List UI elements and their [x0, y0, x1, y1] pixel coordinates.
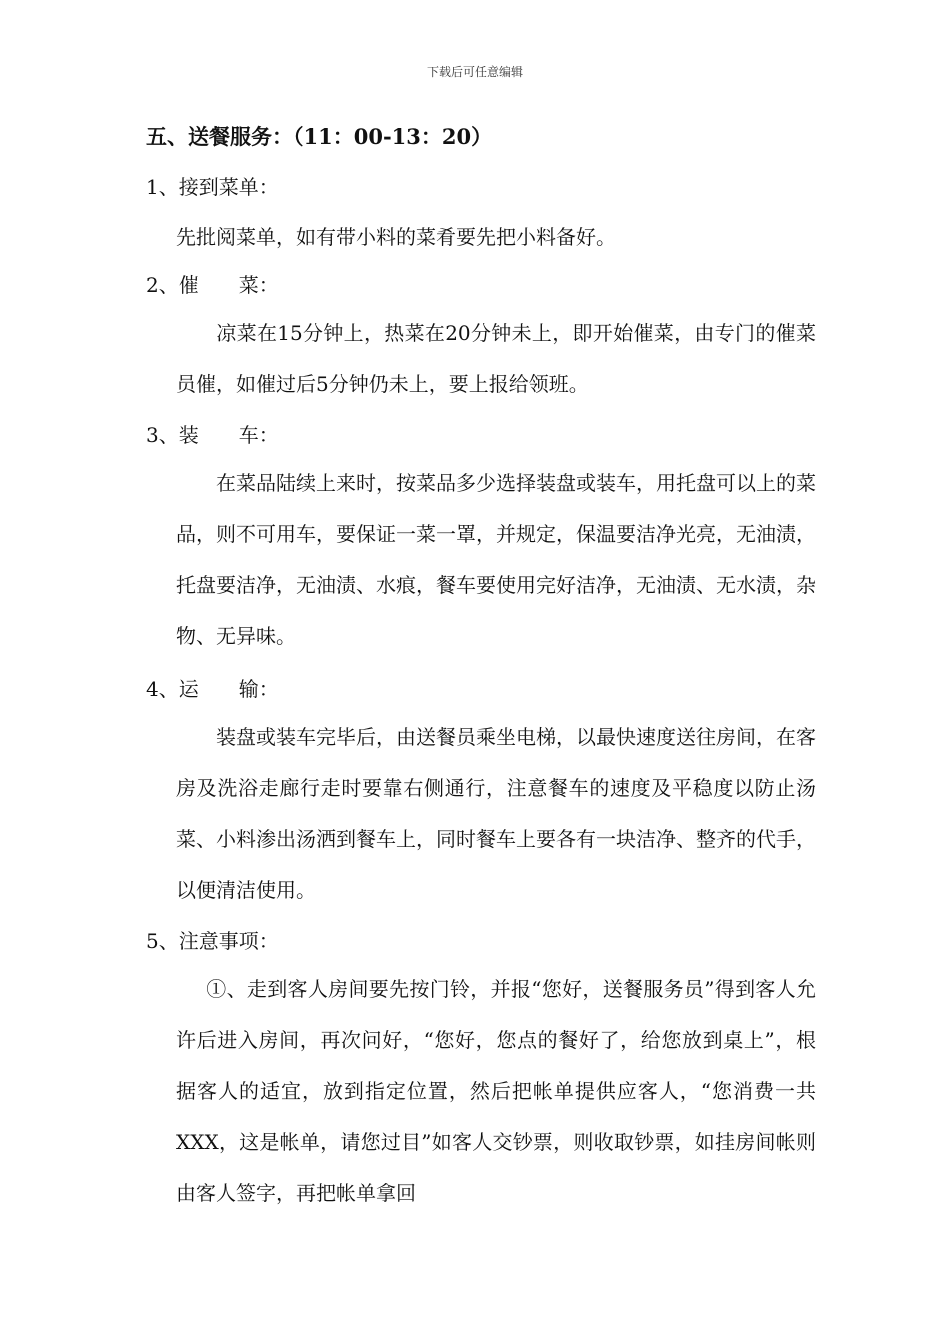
item-body-transport: 装盘或装车完毕后，由送餐员乘坐电梯，以最快速度送往房间，在客房及洗浴走廊行走时要靠右侧通行，注意餐车的速度及平稳度以防止汤菜、小料渗出汤洒到餐车上，同时餐车上要各有一块洁净、整齐的代手，以便清洁使用。 — [176, 725, 816, 902]
item-label-receive-menu: 1、接到菜单： — [146, 175, 279, 199]
item-label-notes: 5、注意事项： — [146, 929, 279, 953]
section-title: 五、送餐服务：（11：00-13：20） — [146, 124, 493, 149]
page-header: 下载后可任意编辑 — [426, 65, 523, 79]
item-body-notes: ①、走到客人房间要先按门铃，并报“您好，送餐服务员”得到客人允许后进入房间，再次问好，“您好，您点的餐好了，给您放到桌上”，根据客人的适宜，放到指定位置，然后把帐单提供应客人，“您消费一共XXX，这是帐单，请您过目”如客人交钞票，则收取钞票，如挂房间帐则由客人签字，再把帐单拿回 — [176, 977, 816, 1205]
item-body-urge-dishes: 凉菜在15分钟上，热菜在20分钟未上，即开始催菜，由专门的催菜员催，如催过后5分钟仍未上，要上报给领班。 — [176, 321, 816, 396]
item-body-receive-menu: 先批阅菜单，如有带小料的菜肴要先把小料备好。 — [176, 225, 616, 249]
item-label-load-cart: 3、装 车： — [146, 423, 279, 447]
item-body-load-cart: 在菜品陆续上来时，按菜品多少选择装盘或装车，用托盘可以上的菜品，则不可用车，要保证一菜一罩，并规定，保温要洁净光亮，无油渍，托盘要洁净，无油渍、水痕，餐车要使用完好洁净，无油渍、无水渍，杂物、无异味。 — [176, 471, 816, 648]
item-label-urge-dishes: 2、催 菜： — [146, 273, 279, 297]
item-label-transport: 4、运 输： — [146, 677, 279, 701]
